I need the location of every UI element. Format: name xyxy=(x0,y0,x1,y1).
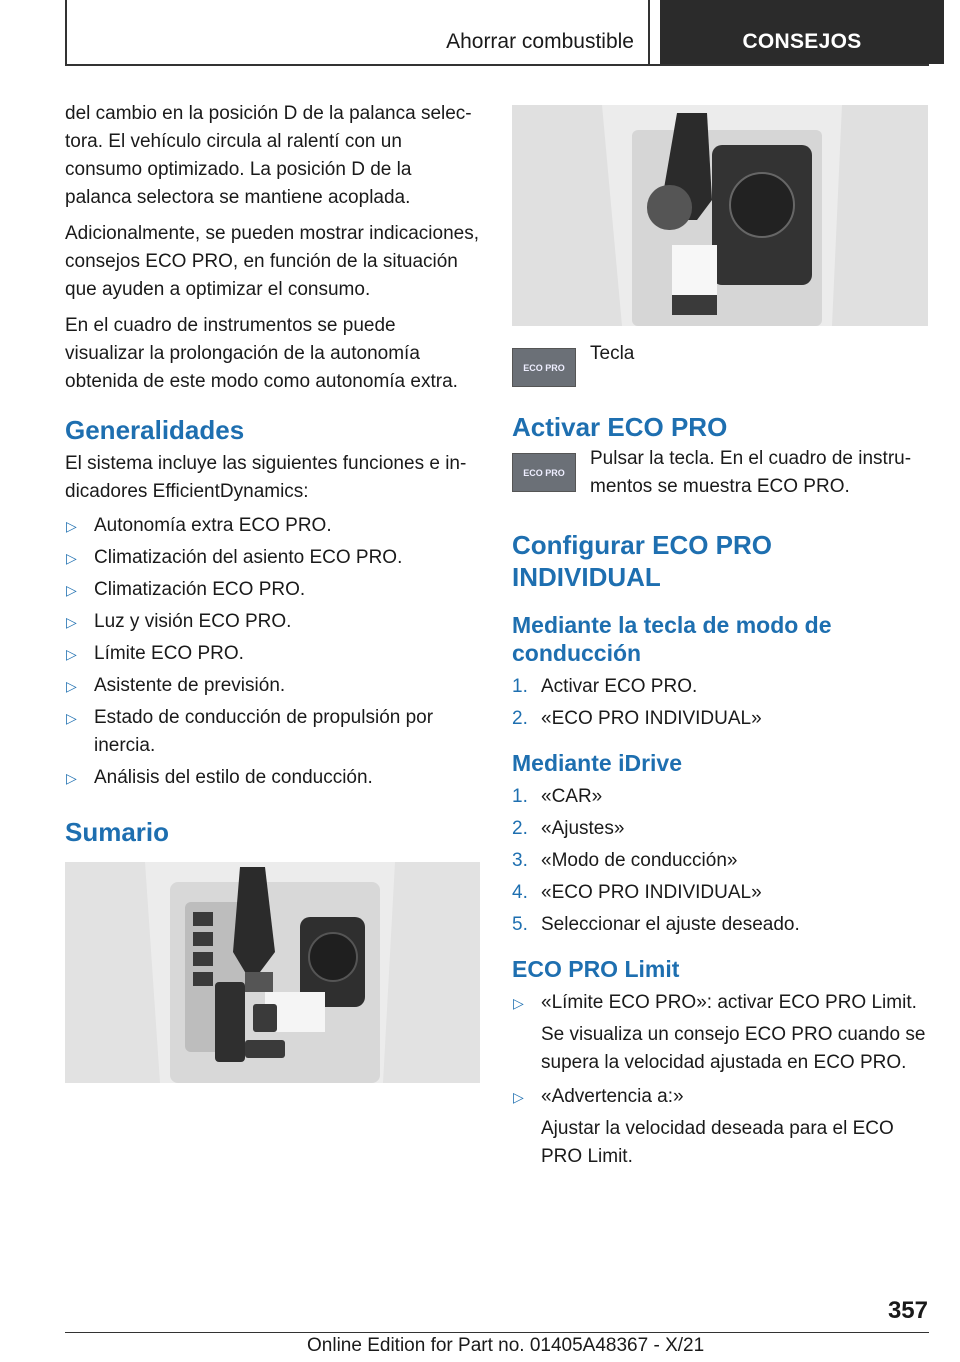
list-item: 5. Seleccionar el ajuste deseado. xyxy=(512,914,800,935)
list-item: ▷ Climatización del asiento ECO PRO. xyxy=(65,544,480,572)
activar-row xyxy=(512,448,928,501)
list-item: 1. «CAR» xyxy=(512,786,603,807)
left-column xyxy=(65,100,480,1083)
header-chapter-tab: CONSEJOS xyxy=(660,0,944,64)
list-item: 2. «Ajustes» xyxy=(512,818,625,839)
tecla-label: Tecla xyxy=(590,343,635,364)
eco-pro-key-icon: ECO PRO xyxy=(512,348,576,387)
heading-configurar: Configurar ECO PRO INDIVIDUAL xyxy=(512,530,773,592)
console-illustration xyxy=(65,862,480,1083)
limit-list xyxy=(512,989,928,1017)
triangle-bullet-icon: ▷ xyxy=(66,518,77,534)
list-item: ▷ Luz y visión ECO PRO. xyxy=(65,608,480,636)
heading-activar: Activar ECO PRO xyxy=(512,412,728,442)
triangle-bullet-icon: ▷ xyxy=(66,770,77,786)
generalidades-text: El sistema incluye las siguientes funciones e in-dicadores EfficientDynamics: xyxy=(65,453,467,502)
center-console-overview-image xyxy=(65,862,480,1083)
triangle-bullet-icon: ▷ xyxy=(66,710,77,726)
intro-paragraph-2: Adicionalmente, se pueden mostrar indicaciones, consejos ECO PRO, en función de la situación que ayuden a optimizar el consumo. xyxy=(65,223,480,300)
heading-generalidades: Generalidades xyxy=(65,415,245,445)
list-item: 1. Activar ECO PRO. xyxy=(512,676,698,697)
triangle-bullet-icon: ▷ xyxy=(66,582,77,598)
limit-item-detail: Ajustar la velocidad deseada para el ECO PRO Limit. xyxy=(541,1118,894,1167)
heading-sumario: Sumario xyxy=(65,817,170,847)
header-divider xyxy=(648,0,650,64)
list-item: ▷ Estado de conducción de propulsión por inercia. xyxy=(65,704,480,760)
list-item: 2. «ECO PRO INDIVIDUAL» xyxy=(512,708,762,729)
list-item: 4. «ECO PRO INDIVIDUAL» xyxy=(512,882,762,903)
heading-idrive: Mediante iDrive xyxy=(512,750,682,776)
footer-rule xyxy=(65,1332,929,1333)
triangle-bullet-icon: ▷ xyxy=(66,646,77,662)
tecla-modo-steps xyxy=(512,673,928,733)
list-item: ▷ Asistente de previsión. xyxy=(65,672,480,700)
header-rule xyxy=(65,64,929,66)
list-item: ▷ Climatización ECO PRO. xyxy=(65,576,480,604)
right-column xyxy=(512,105,928,1177)
heading-limit: ECO PRO Limit xyxy=(512,956,680,982)
edition-footer: Online Edition for Part no. 01405A48367 - X/21 xyxy=(307,1335,705,1356)
list-item: ▷ «Advertencia a:» xyxy=(512,1083,928,1111)
header-section-title: Ahorrar combustible xyxy=(446,30,634,53)
eco-pro-key-icon: ECO PRO xyxy=(512,453,576,492)
eco-pro-button-image xyxy=(512,105,928,326)
list-item: ▷ Análisis del estilo de conducción. xyxy=(65,764,480,792)
limit-item-detail: Se visualiza un consejo ECO PRO cuando se supera la velocidad ajustada en ECO PRO. xyxy=(541,1024,926,1073)
intro-paragraph-3: En el cuadro de instrumentos se puede visualizar la prolongación de la autonomía obtenida de este modo como autonomía extra. xyxy=(65,315,458,392)
list-item: ▷ «Límite ECO PRO»: activar ECO PRO Limit. xyxy=(512,989,928,1017)
triangle-bullet-icon: ▷ xyxy=(513,1089,524,1105)
console-closeup-illustration xyxy=(512,105,928,326)
heading-tecla-modo: Mediante la tecla de modo de conducción xyxy=(512,612,832,666)
triangle-bullet-icon: ▷ xyxy=(66,550,77,566)
limit-list-2 xyxy=(512,1083,928,1111)
tecla-row xyxy=(512,343,928,387)
triangle-bullet-icon: ▷ xyxy=(513,995,524,1011)
features-list xyxy=(65,512,480,792)
list-item: ▷ Autonomía extra ECO PRO. xyxy=(65,512,480,540)
triangle-bullet-icon: ▷ xyxy=(66,614,77,630)
list-item: ▷ Límite ECO PRO. xyxy=(65,640,480,668)
list-item: 3. «Modo de conducción» xyxy=(512,850,738,871)
intro-paragraph-1: del cambio en la posición D de la palanca selec-tora. El vehículo circula al ralentí con un consumo optimizado. La posición D de la palanca selectora se mantiene acoplada. xyxy=(65,103,472,208)
page-number: 357 xyxy=(887,1297,928,1324)
triangle-bullet-icon: ▷ xyxy=(66,678,77,694)
activar-text: Pulsar la tecla. En el cuadro de instru-mentos se muestra ECO PRO. xyxy=(590,448,912,497)
idrive-steps xyxy=(512,783,928,939)
